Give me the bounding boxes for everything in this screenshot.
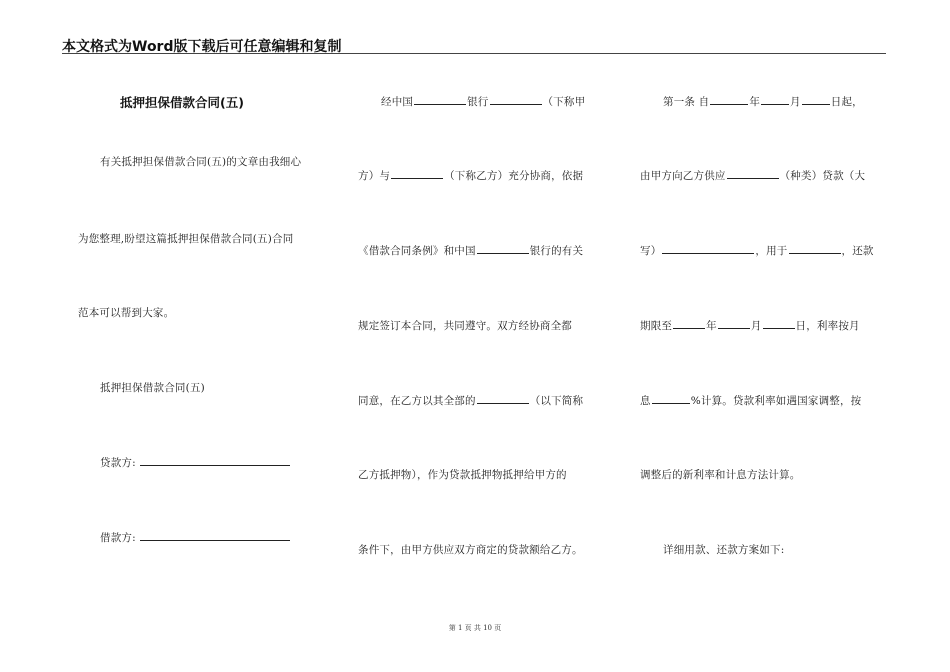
- col3-text: 日起，: [830, 96, 863, 108]
- col3-line-3: [640, 243, 874, 258]
- blank-field: [414, 95, 466, 105]
- col2-text: 经中国: [381, 96, 414, 108]
- col3-text: 月: [790, 96, 801, 108]
- blank-field: [490, 95, 542, 105]
- blank-field: [718, 319, 750, 329]
- blank-field: [802, 95, 830, 105]
- document-title: 抵押担保借款合同(五): [120, 95, 244, 110]
- col3-text: %计算。贷款利率如遇国家调整，按: [690, 395, 862, 407]
- col2-text: 同意，在乙方以其全部的: [358, 395, 476, 407]
- col3-line-5: [640, 393, 861, 408]
- col3-line-6: 调整后的新利率和计息方法计算。: [640, 469, 801, 481]
- col3-text: 期限至: [640, 320, 673, 332]
- col2-line-3: [358, 243, 583, 258]
- col2-text: 《借款合同条例》和中国: [358, 245, 476, 257]
- header-divider: [62, 53, 886, 54]
- col3-line-1: [663, 94, 863, 109]
- intro-line-1: 有关抵押担保借款合同(五)的文章由我细心: [100, 156, 302, 168]
- blank-field: [710, 95, 748, 105]
- col3-text: 年: [749, 96, 761, 108]
- blank-field: [673, 319, 705, 329]
- col3-text: 息: [640, 395, 651, 407]
- col3-text: 由甲方向乙方供应: [640, 170, 726, 182]
- col3-text: 年: [706, 320, 717, 332]
- intro-line-3: 范本可以帮到大家。: [78, 307, 175, 319]
- col2-line-6: 乙方抵押物），作为贷款抵押物抵押给甲方的: [358, 469, 567, 481]
- page-number: 第 1 页 共 10 页: [448, 624, 502, 632]
- lender-blank: [140, 456, 290, 466]
- col3-text: 日，利率按月: [795, 320, 860, 332]
- col2-text: 银行的有关: [529, 245, 584, 257]
- col3-line-2: [640, 168, 865, 183]
- blank-field: [652, 394, 690, 404]
- col3-line-7: 详细用款、还款方案如下:: [663, 544, 785, 556]
- col2-text: 方）与: [358, 170, 391, 182]
- borrower-blank: [140, 531, 290, 541]
- blank-field: [477, 244, 529, 254]
- col3-text: ，还款: [841, 245, 874, 257]
- lender-label: 贷款方:: [100, 457, 136, 469]
- col2-line-4: 规定签订本合同，共同遵守。双方经协商全都: [358, 320, 572, 332]
- col3-text: 月: [750, 320, 762, 332]
- blank-field: [763, 319, 795, 329]
- col3-text: 写）: [640, 245, 662, 257]
- col3-text: 第一条 自: [663, 96, 710, 108]
- intro-line-2: 为您整理,盼望这篇抵押担保借款合同(五)合同: [78, 233, 294, 245]
- blank-field: [789, 244, 841, 254]
- col3-text: （种类）贷款（大: [779, 170, 866, 182]
- contract-title: 抵押担保借款合同(五): [100, 382, 205, 394]
- blank-field: [761, 95, 789, 105]
- col2-text: （以下简称: [529, 395, 584, 407]
- borrower-line: [100, 530, 291, 545]
- col2-text: 银行: [467, 96, 489, 108]
- blank-field: [477, 394, 529, 404]
- lender-line: [100, 455, 291, 470]
- col2-line-7: 条件下，由甲方供应双方商定的贷款额给乙方。: [358, 544, 583, 556]
- col3-text: ，用于: [755, 245, 788, 257]
- col2-line-2: [358, 168, 583, 183]
- blank-field: [662, 244, 754, 254]
- blank-field: [391, 169, 443, 179]
- col2-line-5: [358, 393, 583, 408]
- col3-line-4: [640, 318, 860, 333]
- document-header: 本文格式为Word版下载后可任意编辑和复制: [62, 39, 342, 55]
- blank-field: [727, 169, 779, 179]
- col2-line-1: [381, 94, 585, 109]
- col2-text: （下称乙方）充分协商，依据: [444, 170, 584, 182]
- borrower-label: 借款方:: [100, 532, 136, 544]
- col2-text: （下称甲: [542, 96, 586, 108]
